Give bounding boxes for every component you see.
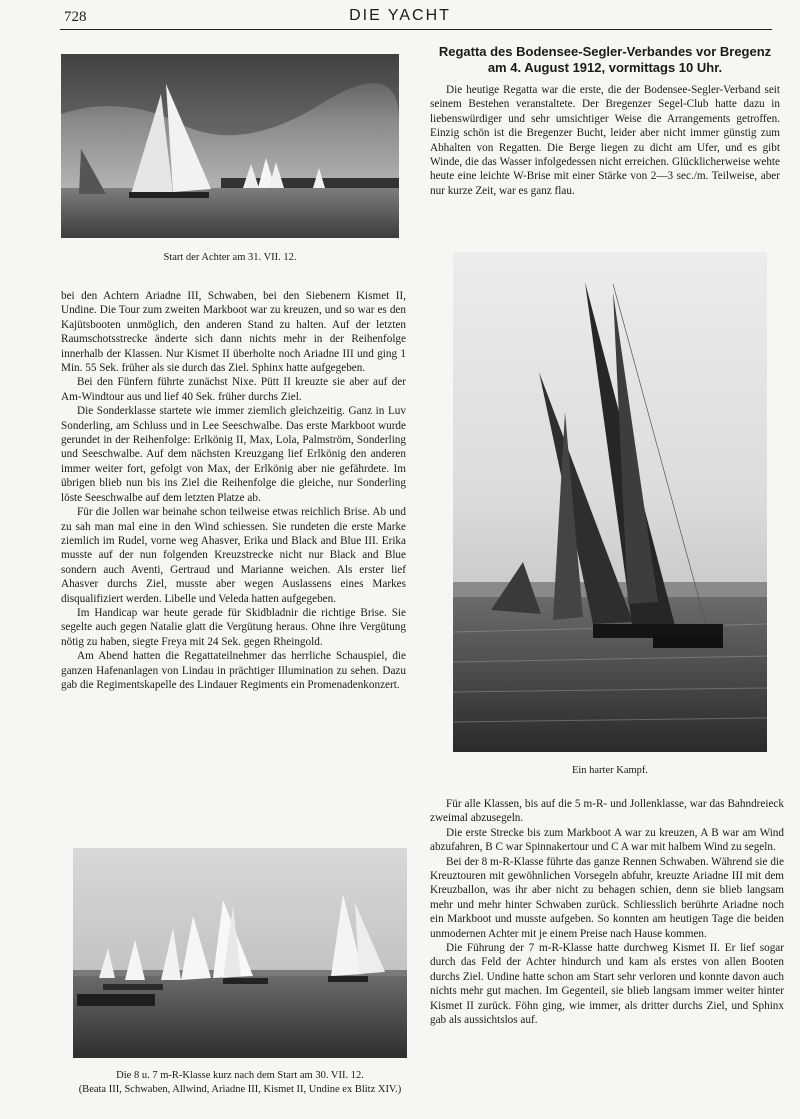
photo-start-8-7-klasse (73, 848, 407, 1058)
caption-start-achter: Start der Achter am 31. VII. 12. (163, 252, 297, 263)
paragraph: Am Abend hatten die Regattateilnehmer das herrliche Schauspiel, die ganzen Hafenanlagen von Lindau in prächtiger Illumination zu sehen. Dazu gab die Regimentskapelle des Lindauer Regiments ein Promenadenkonzert. (61, 650, 406, 691)
caption-boat-list: (Beata III, Schwaben, Allwind, Ariadne III, Kismet II, Undine ex Blitz XIV.) (78, 1084, 402, 1095)
paragraph: Die heutige Regatta war die erste, die der Bodensee-Segler-Verband seit seinem Bestehen veranstaltete. Der Bregenzer Segel-Club hatte dazu in liebenswürdiger und sehr umsichtiger Weise die Arrangements getroffen. Einzig schön ist die Bregenzer Bucht, leider aber nicht immer günstig zum Abhalten von Regatten. Die Berge liegen zu dicht am Ufer, und es gibt Winde, die das Wasser infolgedessen nicht erreichen. Glücklicherweise wehte heute eine leichte W-Brise mit einer Stärke von 2—3 sec./m. Teilweise, aber nur kurze Zeit, war es ganz flau. (430, 84, 780, 197)
paragraph: bei den Achtern Ariadne III, Schwaben, bei den Siebenern Kismet II, Undine. Die Tour zum zweiten Markboot war zu kreuzen, und so war es den Kajütsbooten unmöglich, den anderen Stand zu halten. Auf der letzten Raumschotsstrecke änderte sich dann nichts mehr in der Reihenfolge innerhalb der Klassen. Nur Kismet II überholte noch Ariadne III und ging 1 Min. 55 Sek. früher als sie durch das Ziel. Sphinx hatte aufgegeben. (61, 290, 406, 375)
article-intro (430, 83, 780, 198)
paragraph: Die Sonderklasse startete wie immer ziemlich gleichzeitig. Ganz in Luv Sonderling, am Schluss und in Lee Seeschwalbe. Das erste Markboot wurde gerundet in der Reihenfolge: Erlkönig II, Max, Lola, Palmström, Sonderling und Seeschwalbe. Auf dem nächsten Kreuzgang lief Erlkönig den anderen immer weiter fort, gefolgt von Max, der Erlkönig aber nie gefährdete. Im übrigen blieb nun bis ins Ziel die Reihenfolge die gleiche, nur Sonderling löste Seeschwalbe auf dem letzten Platze ab. (61, 405, 406, 504)
paragraph: Die Führung der 7 m-R-Klasse hatte durchweg Kismet II. Er lief sogar durch das Feld der Achter hindurch und kam als erstes von allen Booten durchs Ziel. Undine hatte schon am Start sehr verloren und konnte davon auch nichts mehr gut machen. Im Gegenteil, sie blieb langsam immer weiter hinter Kismet II zurück. Föhn ging, wie immer, als dritter durchs Ziel, und Sphinx gab als aussichtslos auf. (430, 942, 784, 1027)
photo-harter-kampf (453, 252, 767, 752)
running-head: DIE YACHT (349, 7, 451, 24)
header-rule (60, 29, 772, 30)
article-left-column (61, 289, 406, 692)
caption-harter-kampf: Ein harter Kampf. (571, 765, 649, 776)
paragraph: Für die Jollen war beinahe schon teilweise etwas reichlich Brise. Ab und zu sah man mal eine in den Wind schiessen. Sie rundeten die erste Marke ziemlich im Rudel, vorne weg Ahasver, Erika und Black and Blue III. Erika musste auf der nun folgenden Kreuzstrecke nicht nur Black and Blue sondern auch Aventi, Gertraud und Marianne weichen. Als erster lief Ahasver durchs Ziel, musste aber wegen Auslassens eines Markes disqualifiziert werden. Libelle und Veleda hatten aufgegeben. (61, 506, 406, 605)
article-title-line1: Regatta des Bodensee-Segler-Verbandes vor Bregenz (438, 44, 772, 59)
paragraph: Im Handicap war heute gerade für Skidbladnir die richtige Brise. Sie segelte auch gegen Natalie glatt die Vergütung heraus. Ohne ihre Vergütung nötig zu haben, siegte Freya mit 24 Sek. gegen Rheingold. (61, 606, 406, 648)
article-title-line2: am 4. August 1912, vormittags 10 Uhr. (487, 60, 723, 75)
article-right-column (430, 797, 784, 1028)
paragraph: Für alle Klassen, bis auf die 5 m-R- und Jollenklasse, war das Bahndreieck zweimal abzusegeln. (430, 798, 784, 825)
caption-8-7-klasse (73, 1069, 407, 1097)
paragraph: Die erste Strecke bis zum Markboot A war zu kreuzen, A B war am Wind abzufahren, B C war Spinnakertour und C A war mit halbem Wind zu segeln. (430, 826, 784, 854)
photo-start-achter (61, 54, 399, 238)
page-number: 728 (64, 9, 87, 25)
paragraph: Bei der 8 m-R-Klasse führte das ganze Rennen Schwaben. Während sie die Kreuztouren mit gewöhnlichen Vorsegeln abfuhr, kreuzte Ariadne III mit dem Kreuzballon, was ihr aber nicht zu behagen schien, denn sie blieb langsam mehr und mehr hinter Schwaben zurück. Schliesslich berührte Ariadne noch ein Markboot und musste aufgeben. So konnten am heutigen Tage die beiden unmodernen Achter mit je einem Preise nach Hause kommen. (430, 855, 784, 940)
article-title (430, 44, 780, 76)
paragraph: Bei den Fünfern führte zunächst Nixe. Pütt II kreuzte sie aber auf der Am-Windtour aus und lief 40 Sek. früher durchs Ziel. (61, 376, 406, 403)
caption-line: Die 8 u. 7 m-R-Klasse kurz nach dem Start am 30. VII. 12. (116, 1070, 364, 1081)
